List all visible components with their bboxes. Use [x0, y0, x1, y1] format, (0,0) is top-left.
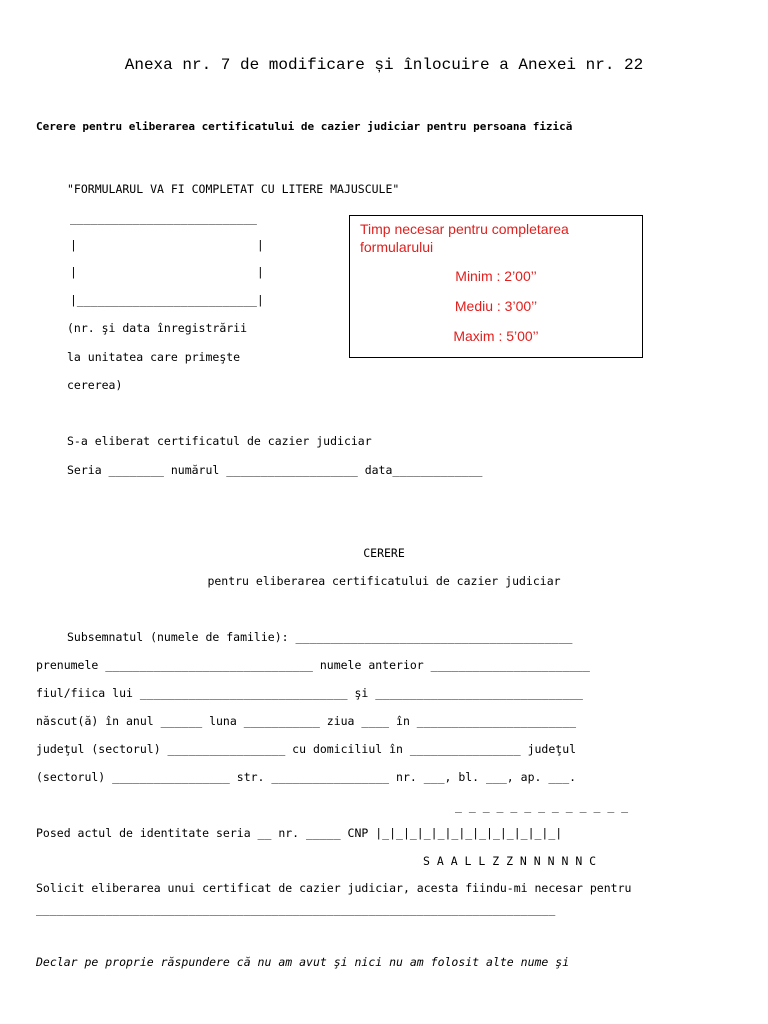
- surname-field: Subsemnatul (numele de familie): ________________________________________: [67, 630, 573, 644]
- request-subheading: pentru eliberarea certificatului de cazier judiciar: [207, 574, 561, 588]
- registration-caption: la unitatea care primeşte: [67, 350, 241, 364]
- completion-time-box: [349, 215, 643, 358]
- issued-series-number-date: Seria ________ numărul ___________________ data_____________: [67, 463, 483, 477]
- parents-field: fiul/fiica lui ______________________________ şi ______________________________: [36, 686, 583, 700]
- registration-box-line: | |: [70, 238, 264, 252]
- time-average: Mediu : 3’00’’: [454, 298, 538, 314]
- county-field: judeţul (sectorul) _________________ cu domiciliul în ________________ judeţul: [36, 742, 577, 756]
- declaration-text: Declar pe proprie răspundere că nu am avut şi nici nu am folosit alte nume şi: [36, 955, 570, 969]
- completion-time-title: Timp necesar pentru completarea formularului: [360, 221, 569, 255]
- uppercase-instruction: "FORMULARUL VA FI COMPLETAT CU LITERE MAJUSCULE": [67, 182, 400, 196]
- address-field: (sectorul) _________________ str. _________________ nr. ___, bl. ___, ap. ___.: [36, 770, 577, 784]
- id-document-field: Posed actul de identitate seria __ nr. _____ CNP |_|_|_|_|_|_|_|_|_|_|_|_|_|: [36, 826, 563, 840]
- request-purpose: Solicit eliberarea unui certificat de cazier judiciar, acesta fiindu-mi necesar pentru: [36, 881, 632, 895]
- form-subtitle: Cerere pentru eliberarea certificatului de cazier judiciar pentru persoana fizică: [36, 120, 573, 133]
- cnp-dashes: _ _ _ _ _ _ _ _ _ _ _ _ _: [455, 799, 629, 813]
- issued-statement: S-a eliberat certificatul de cazier judiciar: [67, 434, 372, 448]
- registration-caption: (nr. şi data înregistrării: [67, 321, 248, 335]
- time-maximum: Maxim : 5’00’’: [453, 328, 539, 344]
- request-purpose-line: ___________________________________________________________________________: [36, 902, 556, 916]
- registration-box-line: | |: [70, 265, 264, 279]
- registration-box-top: ___________________________: [70, 211, 257, 225]
- firstname-field: prenumele ______________________________ numele anterior _______________________: [36, 658, 590, 672]
- registration-box-bottom: |__________________________|: [70, 293, 264, 307]
- annex-title: Anexa nr. 7 de modificare și înlocuire a Anexei nr. 22: [124, 56, 644, 74]
- birth-field: născut(ă) în anul ______ luna ___________ ziua ____ în _______________________: [36, 714, 577, 728]
- registration-caption: cererea): [67, 378, 123, 392]
- request-heading: CERERE: [363, 546, 405, 560]
- cnp-legend: S A A L L Z Z N N N N N C: [423, 854, 597, 868]
- time-minimum: Minim : 2’00’’: [455, 268, 537, 284]
